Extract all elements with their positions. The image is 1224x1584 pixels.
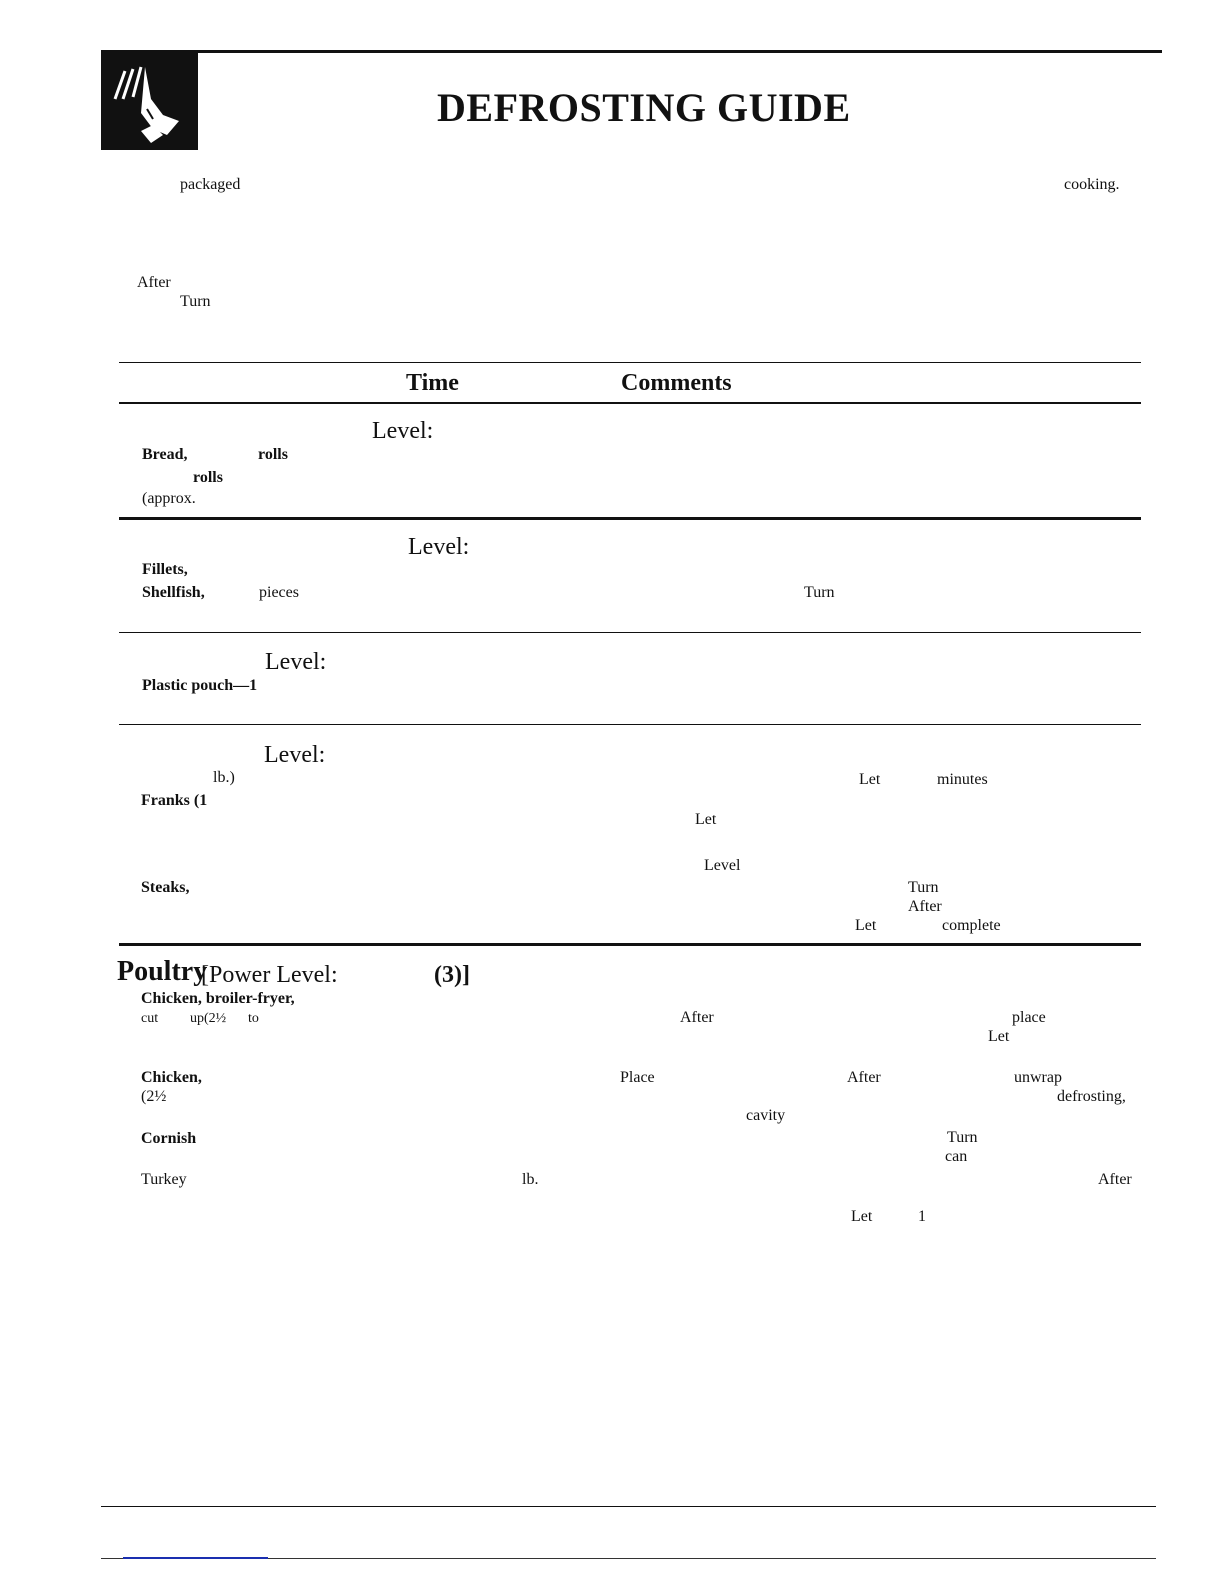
- column-header-comments: Comments: [621, 370, 732, 396]
- row-word: lb.): [213, 769, 235, 786]
- row-word: lb.: [522, 1171, 539, 1188]
- column-header-time: Time: [406, 370, 459, 396]
- section-rule: [119, 632, 1141, 633]
- row-word: cavity: [746, 1107, 786, 1124]
- intro-word: cooking.: [1064, 176, 1120, 193]
- row-word: place: [1012, 1009, 1046, 1026]
- row-word: Let: [851, 1208, 873, 1225]
- row-word: can: [945, 1148, 968, 1165]
- row-word: Bread,: [142, 446, 188, 463]
- row-word: Fillets,: [142, 561, 188, 578]
- row-word-chicken: Chicken, broiler-fryer,: [141, 990, 295, 1007]
- row-word: Turn: [908, 879, 939, 896]
- row-word: (approx.: [142, 490, 196, 507]
- hand-pressing-touchpad-icon: [101, 53, 198, 150]
- row-word: rolls: [258, 446, 288, 463]
- row-word: Chicken,: [141, 1069, 202, 1086]
- section-rule: [119, 943, 1141, 946]
- row-word: rolls: [193, 469, 223, 486]
- row-word: After: [680, 1009, 714, 1026]
- row-word: to: [248, 1011, 259, 1026]
- row-word: Franks (1: [141, 792, 208, 809]
- section-level-label: Level:: [265, 649, 327, 675]
- row-word: unwrap: [1014, 1069, 1062, 1086]
- row-word: Turn: [804, 584, 835, 601]
- row-word: Plastic pouch—1: [142, 677, 258, 694]
- row-word: pieces: [259, 584, 299, 601]
- bottom-accent-line: [123, 1557, 268, 1559]
- row-word: Steaks,: [141, 879, 190, 896]
- row-word: After: [847, 1069, 881, 1086]
- intro-word: Turn: [180, 293, 211, 310]
- section-level-label: [Power Level:: [201, 962, 338, 988]
- table-header-rule: [119, 402, 1141, 404]
- row-word: minutes: [937, 771, 988, 788]
- section-level-label: Level:: [372, 418, 434, 444]
- section-rule: [119, 517, 1141, 520]
- section-rule: [119, 724, 1141, 725]
- section-level-label: Level:: [264, 742, 326, 768]
- row-word: After: [908, 898, 942, 915]
- row-word: 1: [918, 1208, 926, 1225]
- section-title-poultry: Poultry: [117, 956, 208, 987]
- row-word: Let: [988, 1028, 1010, 1045]
- row-word: cut: [141, 1011, 159, 1026]
- row-word: Level: [704, 857, 741, 874]
- section-level-label: Level:: [408, 534, 470, 560]
- section-level-value: (3)]: [434, 962, 470, 988]
- row-word: Cornish: [141, 1130, 197, 1147]
- row-word: Turkey: [141, 1171, 187, 1188]
- page-title: DEFROSTING GUIDE: [437, 85, 851, 130]
- row-word: up(2½: [190, 1011, 227, 1026]
- row-word: Let: [855, 917, 877, 934]
- table-top-rule: [119, 362, 1141, 363]
- intro-word: After: [137, 274, 171, 291]
- row-word: defrosting,: [1057, 1088, 1126, 1105]
- row-word: Turn: [947, 1129, 978, 1146]
- row-word: Shellfish,: [142, 584, 205, 601]
- row-word: Place: [620, 1069, 655, 1086]
- top-rule: [101, 50, 1162, 53]
- row-word: complete: [942, 917, 1001, 934]
- intro-word: packaged: [180, 176, 241, 193]
- row-word: Let: [695, 811, 717, 828]
- row-word: Let: [859, 771, 881, 788]
- footer-rule: [101, 1506, 1156, 1507]
- logo-box: [101, 53, 198, 150]
- row-word: (2½: [141, 1088, 167, 1105]
- row-word: After: [1098, 1171, 1132, 1188]
- row-word: [141, 990, 295, 1008]
